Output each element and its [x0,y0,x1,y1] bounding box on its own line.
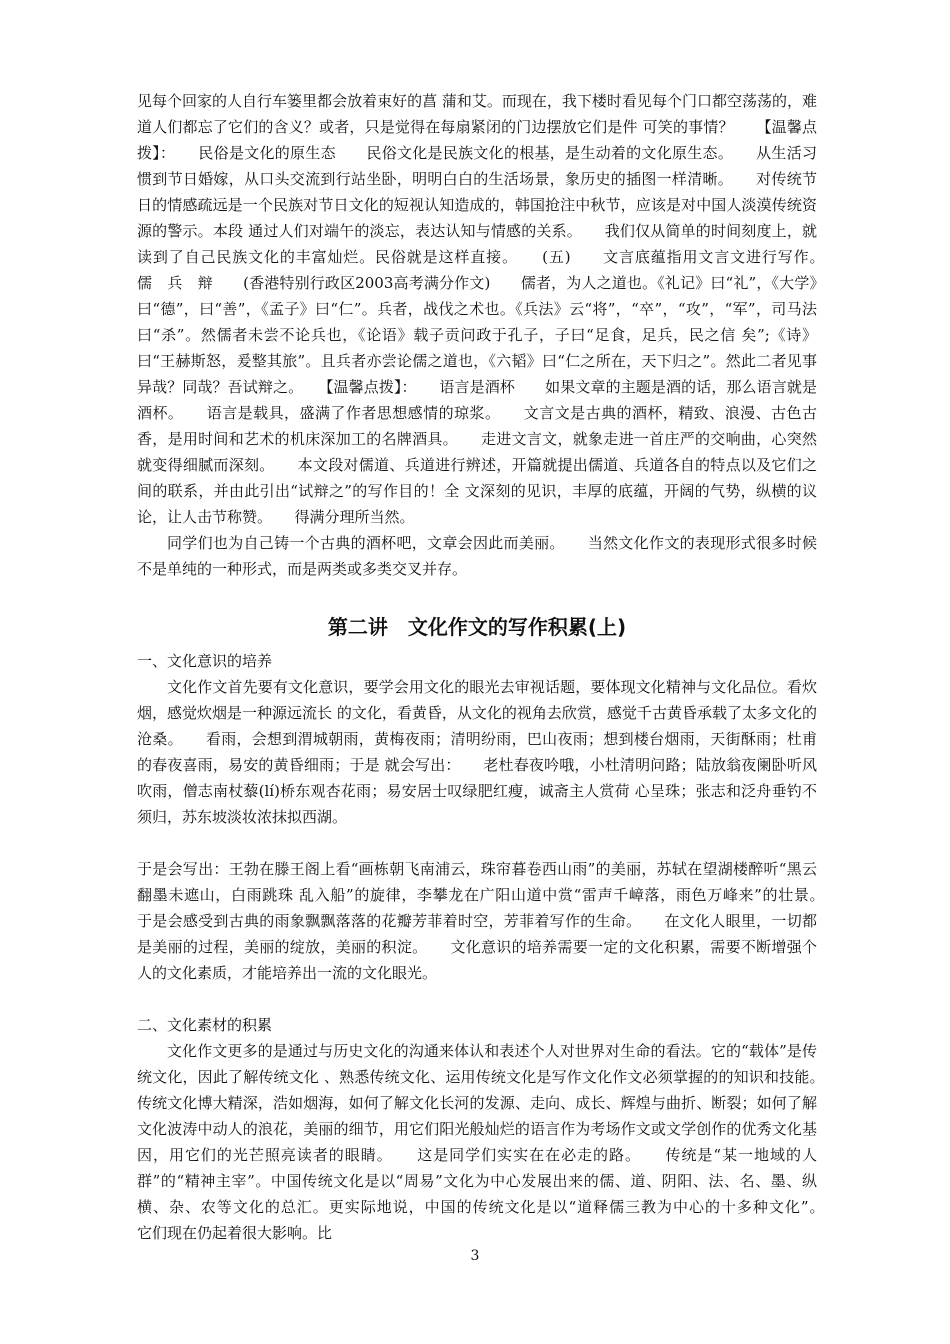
document-page [137,88,848,1246]
paragraph-spacer [137,830,817,856]
section1-paragraph-2: 于是会写出：王勃在滕王阁上看“画栋朝飞南浦云，珠帘暮卷西山雨”的美丽，苏轼在望湖楼醉听“黑云翻墨未遮山，白雨跳珠 乱入船”的旋律，李攀龙在广阳山道中赏“雷声千嶂落，雨色万峰来”的壮景。 于是会感受到古典的雨象飘飘落落的花瓣芳菲着时空，芳菲着写作的生命。 在文化人眼里，一切都是美丽的过程，美丽的绽放，美丽的积淀。 文化意识的培养需要一定的文化积累，需要不断增强个人的文化素质，才能培养出一流的文化眼光。 [137,860,848,982]
section1-paragraph-1: 文化作文首先要有文化意识，要学会用文化的眼光去审视话题，要体现文化精神与文化品位。看炊烟，感觉炊烟是一种源远流长 的文化，看黄昏，从文化的视角去欣赏，感觉千古黄昏承载了太多文化的沧桑。 看雨，会想到渭城朝雨，黄梅夜雨；清明纷雨，巴山夜雨；想到楼台烟雨，天街酥雨；杜甫的春夜喜雨，易安的黄昏细雨；于是 就会写出： 老杜春夜吟哦，小杜清明问路；陆放翁夜阑卧听风吹雨，僧志南杖藜(lí)桥东观杏花雨；易安居士叹绿肥红瘦，诚斋主人赏荷 心呈珠；张志和泛舟垂钓不须归，苏东坡淡妆浓抹拟西湖。 [137,678,817,826]
section2-paragraph-1: 文化作文更多的是通过与历史文化的沟通来体认和表述个人对世界对生命的看法。它的“载体”是传统文化，因此了解传统文化 、熟悉传统文化、运用传统文化是写作文化作文必须掌握的的知识和技能。 传统文化博大精深，浩如烟海，如何了解文化长河的发源、走向、成长、辉煌与曲折、断裂；如何了解文化波涛中动人的浪花，美丽的细节，用它们阳光般灿烂的语言作为考场作文或文学创作的优秀文化基因，用它们的光芒照亮读者的眼睛。 这是同学们实实在在必走的路。 传统是“某一地域的人群”的“精神主宰”。中国传统文化是以“周易”文化为中心发展出来的儒、道、阴阳、法、名、墨、纵 横、杂、农等文化的总汇。更实际地说，中国的传统文化是以“道释儒三教为中心的十多种文化”。 它们现在仍起着很大影响。比 [137,1042,848,1242]
paragraph-spacer [137,986,817,1012]
section-heading-material-accumulation: 二、文化素材的积累 [137,1016,273,1034]
lecture-title: 第二讲 文化作文的写作积累(上) [327,615,627,639]
section-heading-cultural-awareness: 一、文化意识的培养 [137,652,273,670]
intro-closing-paragraph: 同学们也为自己铸一个古典的酒杯吧，文章会因此而美丽。 当然文化作文的表现形式很多时候不是单纯的一种形式，而是两类或多类交叉并存。 [137,534,817,578]
page-number: 3 [470,1248,480,1264]
intro-paragraph: 见每个回家的人自行车篓里都会放着束好的菖 蒲和艾。而现在，我下楼时看见每个门口都空荡荡的，难道人们都忘了它们的含义？或者，只是觉得在每扇紧闭的门边摆放它们是件 可笑的事情？ 【温馨点拨】： 民俗是文化的原生态 民俗文化是民族文化的根基，是生动着的文化原生态。 从生活习惯到节日婚嫁，从口头交流到行站坐卧，明明白白的生活场景，象历史的插图一样清晰。 对传统节日的情感疏远是一个民族对节日文化的短视认知造成的，韩国抢注中秋节，应该是对中国人淡漠传统资源的警示。本段 通过人们对端午的淡忘，表达认知与情感的关系。 我们仅从简单的时间刻度上，就读到了自己民族文化的丰富灿烂。民俗就是这样直接。 (五) 文言底蕴指用文言文进行写作。 儒 兵 辩 (香港特别行政区2003高考满分作文) 儒者，为人之道也。《礼记》曰“礼”，《大学》曰“德”，曰“善”，《孟子》曰“仁”。兵者，战伐之术也。《兵法》云“将”，“卒”，“攻”，“军”，司马法曰“杀”。然儒者未尝不论兵也，《论语》载子贡问政于孔子，子曰“足食，足兵，民之信 矣”;《诗》曰“王赫斯怒，爰整其旅”。且兵者亦尝论儒之道也，《六韬》曰“仁之所在，天下归之”。然此二者见事异哉？同哉？吾试辩之。 【温馨点拨】： 语言是酒杯 如果文章的主题是酒的话，那么语言就是酒杯。 语言是载具，盛满了作者思想感情的琼浆。 文言文是古典的酒杯，精致、浪漫、古色古香，是用时间和艺术的机床深加工的名牌酒具。 走进文言文，就象走进一首庄严的交响曲，心突然就变得细腻而深刻。 本文段对儒道、兵道进行辨述，开篇就提出儒道、兵道各自的特点以及它们之间的联系，并由此引出“试辩之”的写作目的！全 文深刻的见识，丰厚的底蕴，开阔的气势，纵横的议论，让人击节称赞。 得满分理所当然。 [137,92,848,526]
